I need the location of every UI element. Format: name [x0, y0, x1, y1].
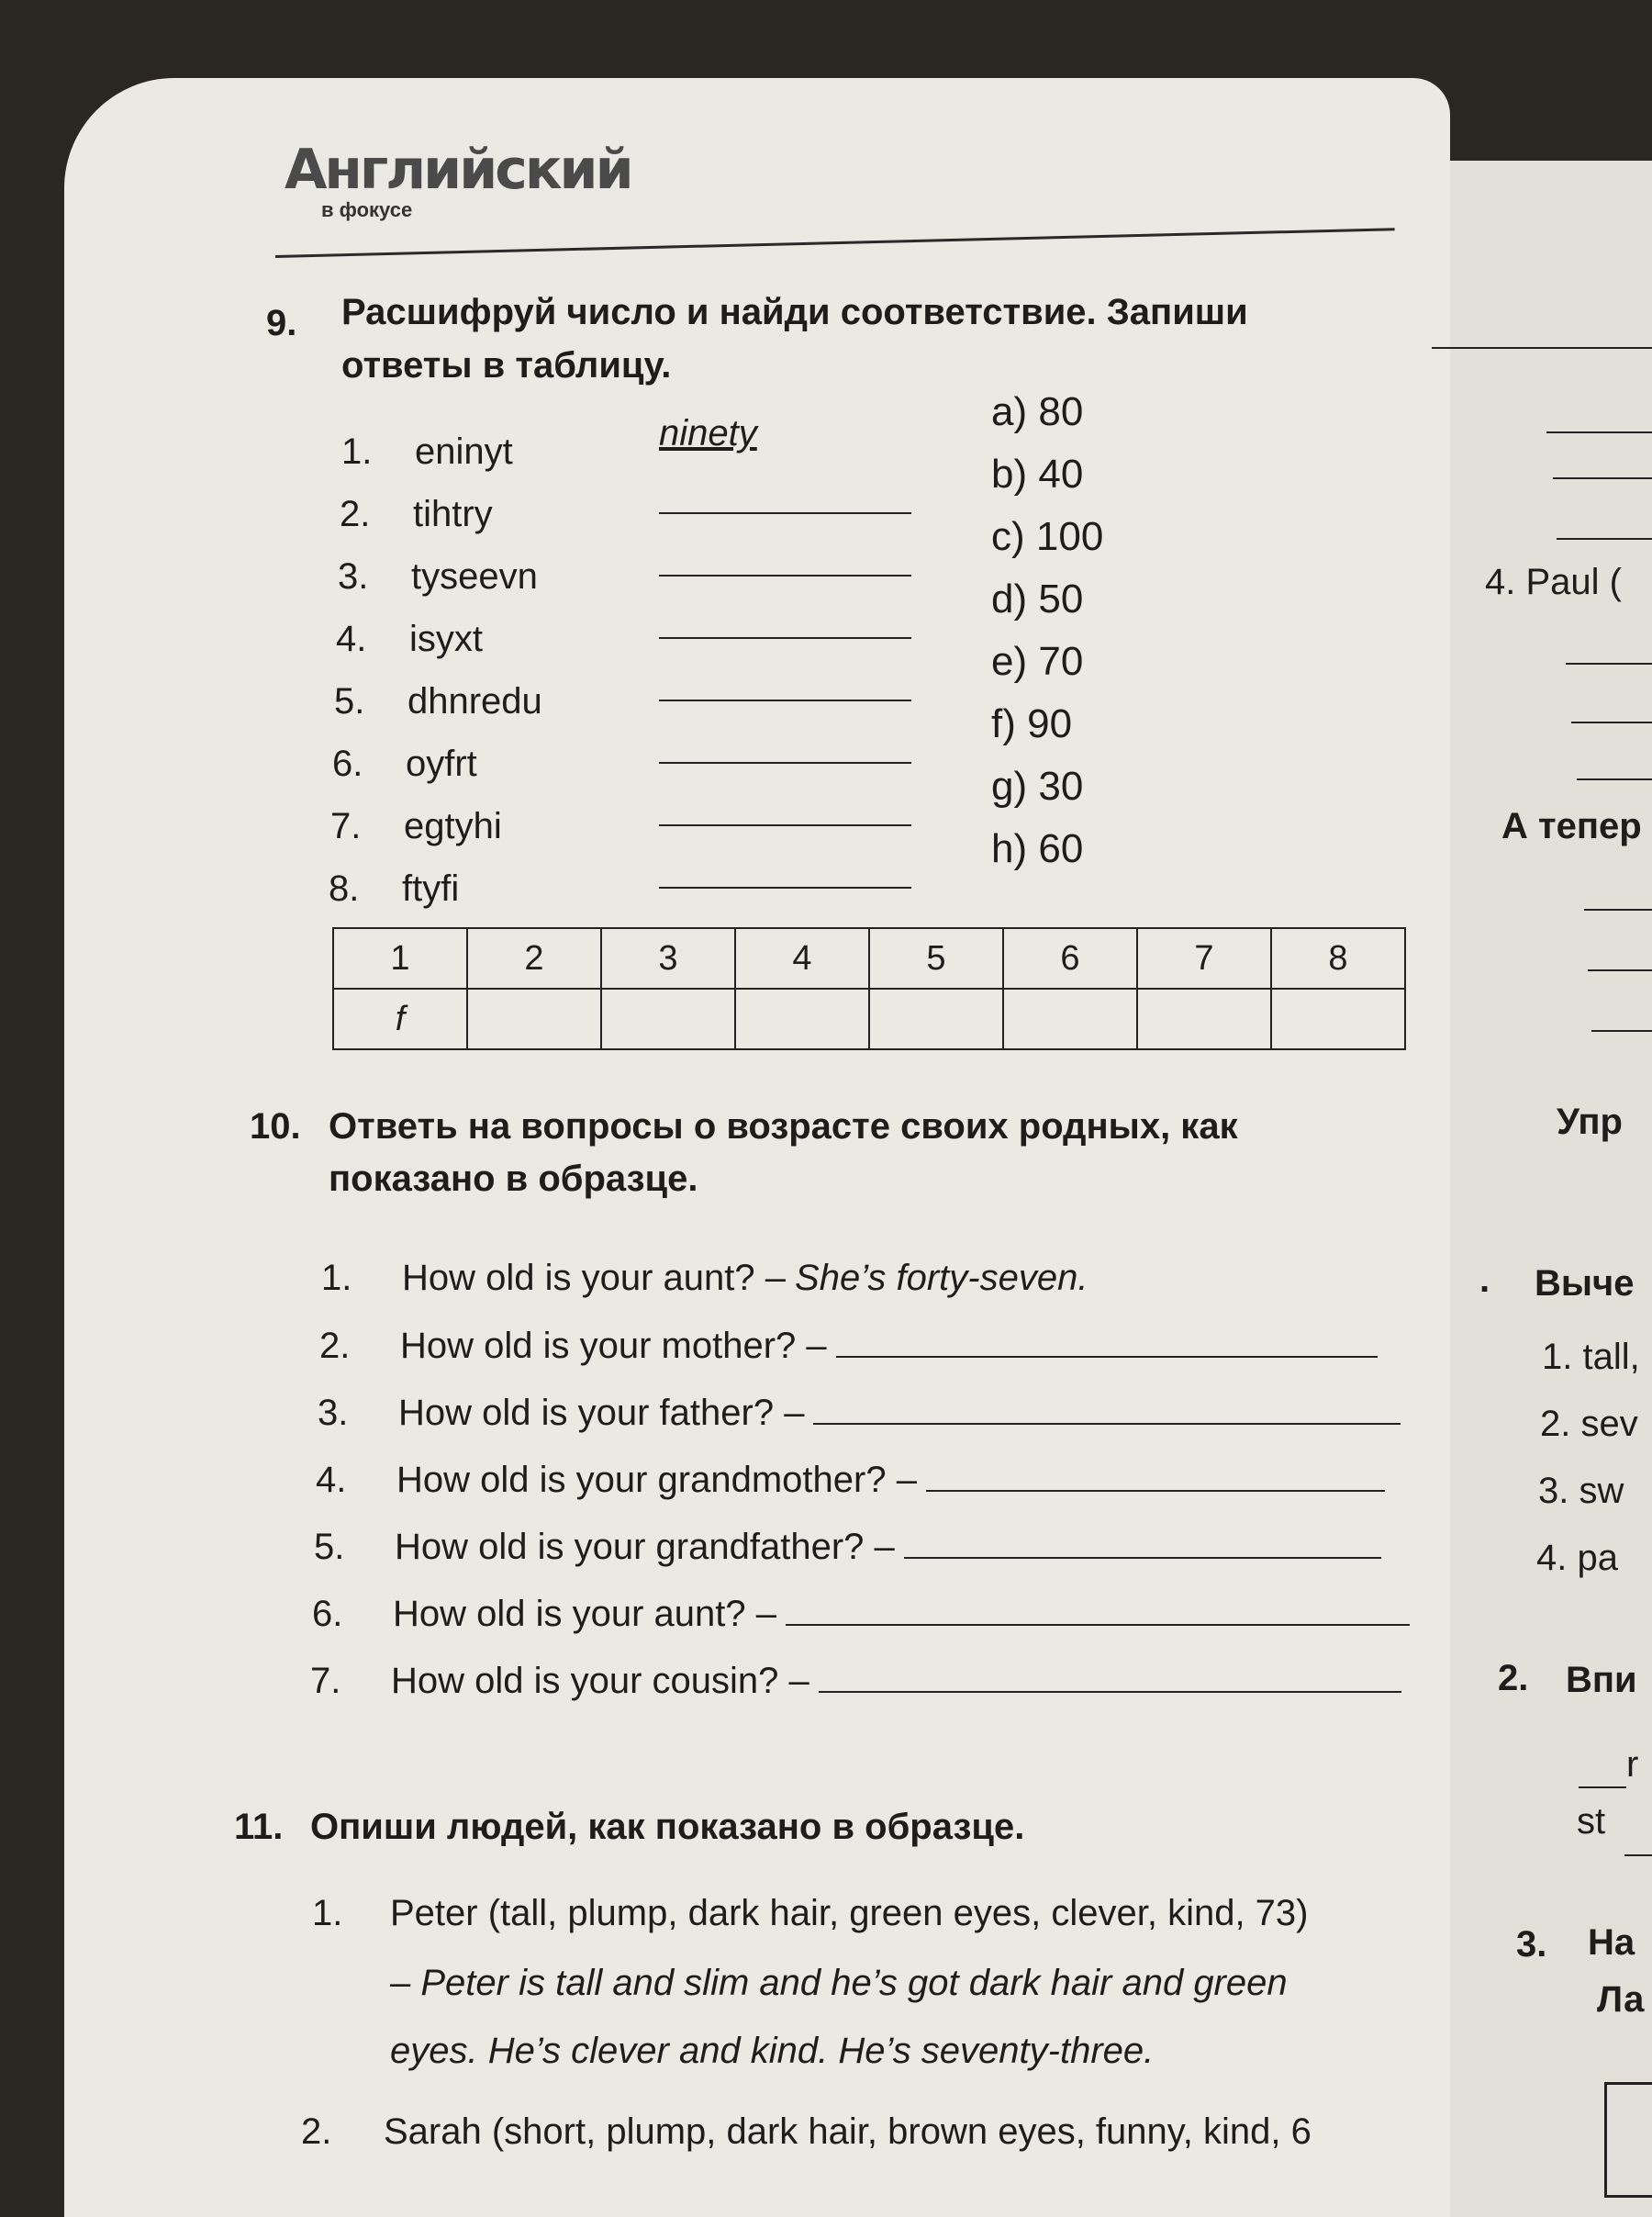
ex9-answer-line [659, 637, 911, 639]
right-line [1566, 663, 1652, 665]
ex10-answer-line [904, 1526, 1381, 1559]
ex9-item-word: egtyhi [404, 806, 502, 846]
ex9-answer-line [659, 887, 911, 889]
ex10-item [318, 1392, 1401, 1434]
right-heading-vpi: Впи [1566, 1660, 1637, 1700]
ex10-item [310, 1660, 1401, 1702]
ex10-answer-line [819, 1660, 1401, 1693]
ex10-item-number: 3. [318, 1393, 349, 1433]
ex10-item-number: 4. [316, 1460, 347, 1500]
ex9-item-number: 8. [329, 868, 360, 909]
right-heading-vyche: Выче [1535, 1263, 1635, 1304]
ex9-item-answer: ninety [659, 413, 757, 453]
ex9-option: a) 80 [991, 389, 1084, 434]
table-answer-cell [601, 989, 735, 1049]
ex9-item-number: 1. [341, 431, 373, 472]
ex10-answer-line [926, 1459, 1385, 1492]
ex10-question: How old is your cousin? – [391, 1661, 809, 1701]
ex10-item [314, 1526, 1381, 1568]
ex11-item1-answer-1: – Peter is tall and slim and he’s got dark hair and green [390, 1963, 1288, 2003]
right-line [1546, 431, 1652, 433]
ex9-item-word: tihtry [413, 494, 493, 534]
ex10-item [316, 1459, 1385, 1501]
table-answer-cell [1271, 989, 1405, 1049]
ex10-item [312, 1593, 1410, 1635]
ex9-answer-line [659, 700, 911, 701]
ex9-option: c) 100 [991, 514, 1104, 559]
ex10-question: How old is your grandfather? – [395, 1527, 895, 1567]
right-item-paul: 4. Paul ( [1485, 562, 1622, 602]
ex9-option: f) 90 [991, 701, 1073, 746]
right-heading-na: На [1588, 1922, 1635, 1963]
ex9-answer-table [332, 927, 1406, 1050]
ex9-option: b) 40 [991, 452, 1084, 497]
right-list-item: 4. pa [1536, 1538, 1618, 1578]
ex11-item1-prompt: Peter (tall, plump, dark hair, green eyes, clever, kind, 73) [390, 1893, 1309, 1933]
table-header-row [333, 928, 1405, 989]
right-heading-a-teper: А тепер [1501, 806, 1642, 846]
right-list-item: 2. sev [1540, 1404, 1638, 1444]
table-header-cell: 7 [1137, 928, 1271, 989]
right-list-item: 3. sw [1538, 1471, 1624, 1511]
ex9-item-number: 5. [334, 681, 365, 722]
table-answer-cell [869, 989, 1003, 1049]
right-line [1553, 477, 1652, 479]
ex10-question: How old is your father? – [398, 1393, 805, 1433]
ex10-answer-line [786, 1593, 1410, 1626]
ex10-item-number: 7. [310, 1661, 341, 1701]
table-answer-row [333, 989, 1405, 1049]
right-n-mark: r [1626, 1744, 1639, 1785]
ex9-option: g) 30 [991, 764, 1084, 809]
ex9-answer-line [659, 575, 911, 577]
right-list-item: 1. tall, [1542, 1337, 1640, 1377]
ex11-item1-number: 1. [312, 1893, 343, 1933]
ex9-item-number: 4. [336, 619, 367, 659]
table-header-cell: 6 [1003, 928, 1137, 989]
ex10-item-number: 6. [312, 1594, 343, 1634]
ex10-item [319, 1325, 1378, 1367]
ex10-answer-line [813, 1392, 1401, 1425]
right-heading-la: Ла [1597, 1979, 1645, 2020]
table-header-cell: 1 [333, 928, 467, 989]
ex9-item-number: 3. [338, 556, 369, 597]
ex10-question: How old is your aunt? – [402, 1258, 787, 1298]
table-header-cell: 4 [735, 928, 869, 989]
ex10-question: How old is your grandmother? – [396, 1460, 917, 1500]
ex9-instruction-2: ответы в таблицу. [341, 345, 672, 386]
ex11-item1-answer-2: eyes. He’s clever and kind. He’s seventy-three. [390, 2031, 1155, 2071]
logo-subtitle: в фокусе [321, 198, 413, 221]
right-line [1624, 1854, 1652, 1856]
table-answer-cell [1137, 989, 1271, 1049]
ex10-instruction-1: Ответь на вопросы о возрасте своих родных, как [329, 1106, 1238, 1147]
ex9-answer-line [659, 512, 911, 514]
ex10-number: 10. [250, 1106, 301, 1147]
table-header-cell: 2 [467, 928, 601, 989]
right-line [1579, 1786, 1626, 1788]
ex9-item-number: 7. [330, 806, 362, 846]
ex9-answer-line [659, 762, 911, 764]
right-dot: . [1479, 1260, 1490, 1300]
table-answer-cell: f [333, 989, 467, 1049]
right-line [1588, 969, 1652, 971]
ex9-item-word: oyfrt [406, 744, 477, 784]
ex10-answer: She’s forty-seven. [795, 1258, 1088, 1298]
ex10-item [321, 1258, 1088, 1299]
right-mark: 2. [1498, 1658, 1529, 1698]
right-line [1557, 538, 1652, 540]
right-line [1571, 722, 1652, 723]
ex9-item-number: 6. [332, 744, 363, 784]
right-line [1577, 778, 1652, 780]
right-mark-3: 3. [1516, 1924, 1547, 1965]
ex11-item2-number: 2. [301, 2111, 332, 2152]
ex9-answer-line [659, 824, 911, 826]
ex11-item2-prompt: Sarah (short, plump, dark hair, brown eyes, funny, kind, 6 [384, 2111, 1312, 2152]
ex9-instruction-1: Расшифруй число и найди соответствие. Запиши [341, 292, 1248, 332]
right-st: st [1577, 1801, 1606, 1842]
ex9-item-word: ftyfi [402, 868, 460, 909]
ex11-instruction: Опиши людей, как показано в образце. [310, 1807, 1025, 1847]
table-header-cell: 3 [601, 928, 735, 989]
logo-title: Английский [285, 138, 631, 202]
ex11-number: 11. [234, 1807, 284, 1847]
right-heading-upr: Упр [1557, 1102, 1623, 1142]
ex10-answer-line [836, 1325, 1378, 1358]
ex10-item-number: 1. [321, 1258, 352, 1298]
right-line [1584, 909, 1652, 911]
ex9-item-number: 2. [340, 494, 371, 534]
ex10-question: How old is your mother? – [400, 1326, 827, 1366]
ex9-number: 9. [266, 303, 297, 343]
right-rule [1432, 347, 1652, 349]
right-line [1591, 1030, 1652, 1032]
ex10-instruction-2: показано в образце. [329, 1159, 698, 1199]
ex9-option: d) 50 [991, 577, 1084, 621]
table-header-cell: 8 [1271, 928, 1405, 989]
ex10-item-number: 5. [314, 1527, 345, 1567]
ex9-option: h) 60 [991, 826, 1084, 871]
table-header-cell: 5 [869, 928, 1003, 989]
table-answer-cell [467, 989, 601, 1049]
table-answer-cell [1003, 989, 1137, 1049]
ex9-item-word: dhnredu [407, 681, 542, 722]
table-answer-cell [735, 989, 869, 1049]
ex10-question: How old is your aunt? – [393, 1594, 777, 1634]
right-box [1604, 2082, 1652, 2198]
ex9-item-word: isyxt [409, 619, 483, 659]
ex10-item-number: 2. [319, 1326, 351, 1366]
ex9-item-word: tyseevn [411, 556, 538, 597]
ex9-item-word: eninyt [415, 431, 513, 472]
ex9-option: e) 70 [991, 639, 1084, 684]
